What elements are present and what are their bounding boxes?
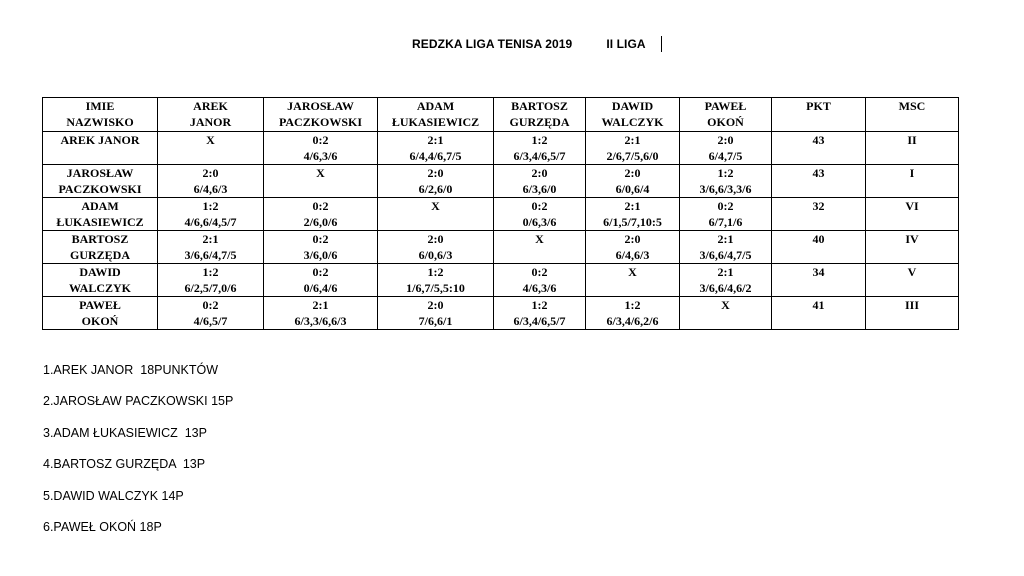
result-cell: 2:0 6/0,6/4	[586, 165, 680, 198]
result-cell: 2:1 3/6,6/4,6/2	[680, 264, 772, 297]
result-cell: X	[264, 165, 378, 198]
summary-line: 1.AREK JANOR 18PUNKTÓW	[43, 363, 219, 377]
result-cell: X	[680, 297, 772, 330]
player-name-cell: BARTOSZ GURZĘDA	[43, 231, 158, 264]
result-cell: 0:2 0/6,3/6	[494, 198, 586, 231]
title-main: REDZKA LIGA TENISA 2019	[412, 37, 573, 51]
player-name-cell: ADAM ŁUKASIEWICZ	[43, 198, 158, 231]
result-cell: 2:0 6/2,6/0	[378, 165, 494, 198]
result-cell: 2:1 3/6,6/4,7/5	[158, 231, 264, 264]
result-cell: 0:2 6/7,1/6	[680, 198, 772, 231]
points-cell: 43	[772, 165, 866, 198]
result-cell: 2:1 2/6,7/5,6/0	[586, 132, 680, 165]
results-table	[42, 97, 959, 330]
summary-line: 3.ADAM ŁUKASIEWICZ 13P	[43, 425, 207, 440]
result-cell: 0:2 4/6,5/7	[158, 297, 264, 330]
player-name-cell: AREK JANOR	[43, 132, 158, 165]
result-cell: 0:2 3/6,0/6	[264, 231, 378, 264]
points-cell: 41	[772, 297, 866, 330]
place-cell: IV	[866, 231, 959, 264]
result-cell: 1:2 3/6,6/3,3/6	[680, 165, 772, 198]
table-row	[43, 264, 959, 297]
place-cell: III	[866, 297, 959, 330]
result-cell: 2:1 6/3,3/6,6/3	[264, 297, 378, 330]
result-cell: 2:0 6/3,6/0	[494, 165, 586, 198]
result-cell: 0:2 0/6,4/6	[264, 264, 378, 297]
result-cell: 1:2 1/6,7/5,5:10	[378, 264, 494, 297]
summary-line: 4.BARTOSZ GURZĘDA 13P	[43, 457, 206, 472]
result-cell: 2:0 6/4,7/5	[680, 132, 772, 165]
result-cell: X	[494, 231, 586, 264]
result-cell: 2:0 6/4,6/3	[586, 231, 680, 264]
header-pkt: PKT	[772, 98, 866, 132]
table-header-row	[43, 98, 959, 132]
result-cell: 0:2 4/6,3/6	[264, 132, 378, 165]
header-msc: MSC	[866, 98, 959, 132]
result-cell: 1:2 6/3,4/6,5/7	[494, 297, 586, 330]
page-title	[412, 37, 646, 51]
place-cell: I	[866, 165, 959, 198]
summary-line: 2.JAROSŁAW PACZKOWSKI 15P	[43, 394, 234, 409]
result-cell: X	[158, 132, 264, 165]
points-cell: 32	[772, 198, 866, 231]
table-row	[43, 198, 959, 231]
result-cell: 2:1 6/4,4/6,7/5	[378, 132, 494, 165]
result-cell: 1:2 6/2,5/7,0/6	[158, 264, 264, 297]
summary-line: 5.DAWID WALCZYK 14P	[43, 488, 184, 503]
player-name-cell: PAWEŁ OKOŃ	[43, 297, 158, 330]
result-cell: 1:2 6/3,4/6,2/6	[586, 297, 680, 330]
summary-line: 6.PAWEŁ OKOŃ 18P	[43, 519, 162, 534]
result-cell: 2:0 7/6,6/1	[378, 297, 494, 330]
header-player: DAWID WALCZYK	[586, 98, 680, 132]
result-cell: 2:0 6/0,6/3	[378, 231, 494, 264]
player-name-cell: DAWID WALCZYK	[43, 264, 158, 297]
place-cell: V	[866, 264, 959, 297]
table-row	[43, 165, 959, 198]
table-row	[43, 231, 959, 264]
result-cell: 2:1 3/6,6/4,7/5	[680, 231, 772, 264]
header-player: AREK JANOR	[158, 98, 264, 132]
text-cursor	[661, 36, 662, 52]
header-player: JAROSŁAW PACZKOWSKI	[264, 98, 378, 132]
result-cell: 1:2 6/3,4/6,5/7	[494, 132, 586, 165]
table-row	[43, 132, 959, 165]
points-summary-list	[43, 362, 233, 550]
table-row	[43, 297, 959, 330]
points-cell: 34	[772, 264, 866, 297]
result-cell: 0:2 4/6,3/6	[494, 264, 586, 297]
result-cell: 2:1 6/1,5/7,10:5	[586, 198, 680, 231]
result-cell: X	[378, 198, 494, 231]
header-player: ADAM ŁUKASIEWICZ	[378, 98, 494, 132]
header-player: BARTOSZ GURZĘDA	[494, 98, 586, 132]
result-cell: 0:2 2/6,0/6	[264, 198, 378, 231]
place-cell: VI	[866, 198, 959, 231]
place-cell: II	[866, 132, 959, 165]
result-cell: 1:2 4/6,6/4,5/7	[158, 198, 264, 231]
title-league: II LIGA	[606, 37, 646, 51]
result-cell: X	[586, 264, 680, 297]
header-name-col: IMIE NAZWISKO	[43, 98, 158, 132]
points-cell: 40	[772, 231, 866, 264]
header-player: PAWEŁ OKOŃ	[680, 98, 772, 132]
player-name-cell: JAROSŁAW PACZKOWSKI	[43, 165, 158, 198]
result-cell: 2:0 6/4,6/3	[158, 165, 264, 198]
points-cell: 43	[772, 132, 866, 165]
